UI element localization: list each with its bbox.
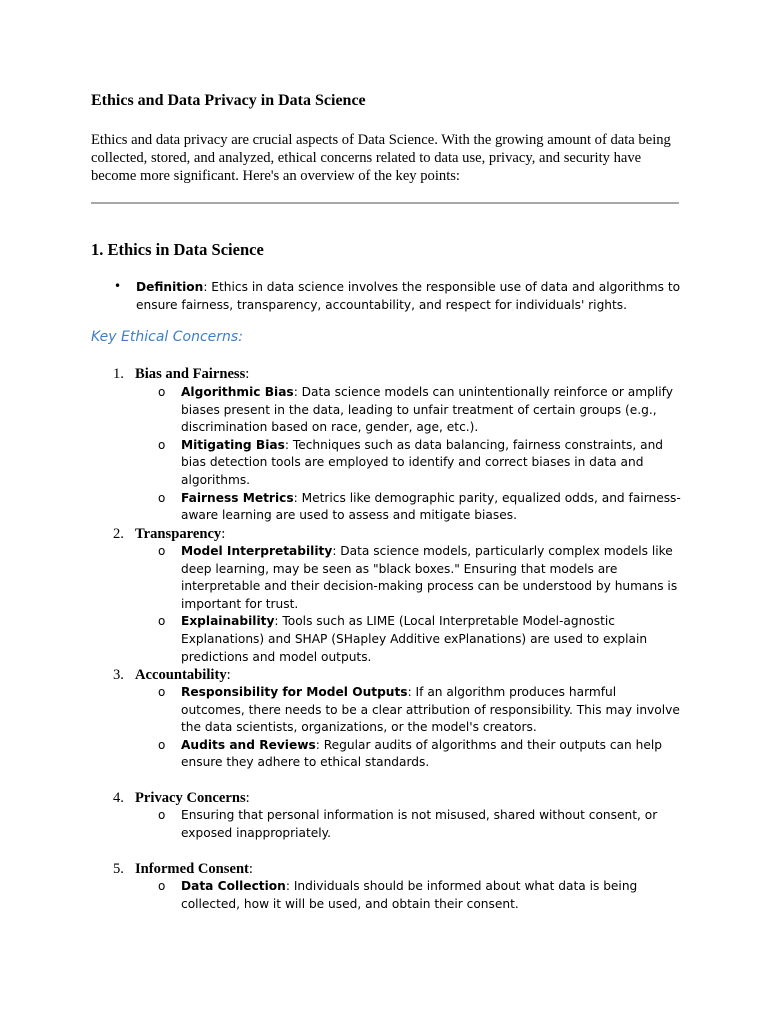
definition-body: : Ethics in data science involves the responsible use of data and algorithms to ensure fairness, transparency, accountability, and respect for individuals' rights.	[136, 280, 681, 312]
sub-item-body: : Metrics like demographic parity, equalized odds, and fairness-aware learning are used to assess and mitigate biases.	[181, 490, 681, 523]
definition-term: Definition	[136, 280, 204, 294]
sub-item	[158, 807, 683, 842]
bullet-icon: •	[114, 279, 122, 293]
concern-title-text: Informed Consent	[135, 861, 249, 877]
circle-bullet-icon: o	[158, 685, 166, 699]
circle-bullet-icon: o	[158, 879, 166, 893]
sub-item-body: : If an algorithm produces harmful outcomes, there needs to be a clear attribution of responsibility. This may involve the data scientists, organizations, or the model's creators.	[181, 685, 680, 735]
sub-item-body: : Regular audits of algorithms and their outputs can help ensure they adhere to ethical standards.	[181, 737, 662, 770]
concern-title	[135, 366, 249, 383]
sub-item-list	[158, 878, 683, 913]
circle-bullet-icon: o	[158, 808, 166, 822]
concern-title-text: Transparency	[135, 526, 222, 542]
sub-item-list	[158, 807, 683, 842]
concern-number: 1.	[113, 366, 124, 382]
definition-text	[136, 279, 682, 314]
circle-bullet-icon: o	[158, 385, 166, 399]
concern-title-text: Accountability	[135, 667, 227, 683]
concern-title	[135, 667, 231, 684]
sub-item-term: Audits and Reviews	[181, 737, 316, 752]
sub-item-term: Responsibility for Model Outputs	[181, 685, 408, 699]
sub-item-term: Mitigating Bias	[181, 437, 285, 452]
sub-item	[158, 384, 683, 437]
concern-number: 3.	[113, 667, 124, 683]
concern-title-suffix: :	[245, 366, 250, 382]
sub-item-list	[158, 543, 683, 666]
sub-item	[158, 543, 683, 613]
concern-title	[135, 526, 225, 543]
sub-item	[158, 684, 683, 737]
sub-item-text	[181, 490, 683, 525]
sub-item-term: Model Interpretability	[181, 544, 333, 558]
circle-bullet-icon: o	[158, 490, 166, 505]
sub-item-body: : Techniques such as data balancing, fairness constraints, and bias detection tools are employed to identify and correct biases in data and algorithms.	[181, 437, 664, 487]
intro-paragraph: Ethics and data privacy are crucial aspects of Data Science. With the growing amount of data being collected, stored, and analyzed, ethical concerns related to data use, privacy, and security have become more significant. Here's an overview of the key points:	[91, 132, 671, 184]
concern-number: 5.	[113, 861, 124, 877]
sub-item-term: Fairness Metrics	[181, 490, 294, 505]
concern-title-suffix: :	[248, 861, 253, 877]
sub-item-term: Algorithmic Bias	[181, 385, 294, 399]
sub-item	[158, 490, 683, 525]
concern-title-text: Bias and Fairness	[135, 366, 246, 382]
concern-title-suffix: :	[226, 667, 231, 683]
concern-title-suffix: :	[245, 790, 250, 806]
concern-number: 4.	[113, 790, 124, 806]
section-heading: 1. Ethics in Data Science	[91, 240, 264, 259]
sub-item	[158, 613, 683, 666]
circle-bullet-icon: o	[158, 437, 166, 452]
circle-bullet-icon: o	[158, 737, 166, 752]
sub-item-body: : Data science models can unintentionally reinforce or amplify biases present in the data, leading to unfair treatment of certain groups (e.g., discrimination based on race, gender, age, etc.).	[181, 385, 673, 435]
sub-item-body: : Tools such as LIME (Local Interpretable Model-agnostic Explanations) and SHAP (SHapley Additive exPlanations) are used to explain predictions and model outputs.	[181, 614, 648, 664]
sub-item-text	[181, 543, 683, 613]
concern-title-suffix: :	[221, 526, 226, 542]
sub-item-text	[181, 878, 683, 913]
sub-item-body: : Data science models, particularly complex models like deep learning, may be seen as "black boxes." Ensuring that models are interpretable and their decision-making process can be understood by humans is important for trust.	[181, 544, 678, 611]
sub-item-list	[158, 684, 683, 772]
sub-item-term: Data Collection	[181, 879, 286, 893]
concern-title	[135, 790, 250, 807]
sub-item-body: Ensuring that personal information is not misused, shared without consent, or exposed inappropriately.	[181, 808, 658, 840]
sub-item-list	[158, 384, 683, 525]
sub-item-text	[181, 684, 683, 737]
concern-number: 2.	[113, 526, 124, 542]
concern-title	[135, 861, 253, 878]
concern-title-text: Privacy Concerns	[135, 790, 246, 806]
sub-item-text	[181, 807, 683, 842]
sub-item-body: : Individuals should be informed about what data is being collected, how it will be used, and obtain their consent.	[181, 879, 638, 911]
sub-item-text	[181, 384, 683, 437]
sub-item	[158, 437, 683, 490]
key-concerns-subheading: Key Ethical Concerns:	[91, 329, 243, 345]
sub-item-text	[181, 737, 683, 772]
sub-item-text	[181, 437, 683, 490]
horizontal-divider	[91, 202, 679, 204]
sub-item-text	[181, 613, 683, 666]
circle-bullet-icon: o	[158, 614, 166, 629]
circle-bullet-icon: o	[158, 544, 166, 558]
document-title: Ethics and Data Privacy in Data Science	[91, 92, 366, 109]
sub-item-term: Explainability	[181, 614, 275, 629]
sub-item	[158, 878, 683, 913]
sub-item	[158, 737, 683, 772]
